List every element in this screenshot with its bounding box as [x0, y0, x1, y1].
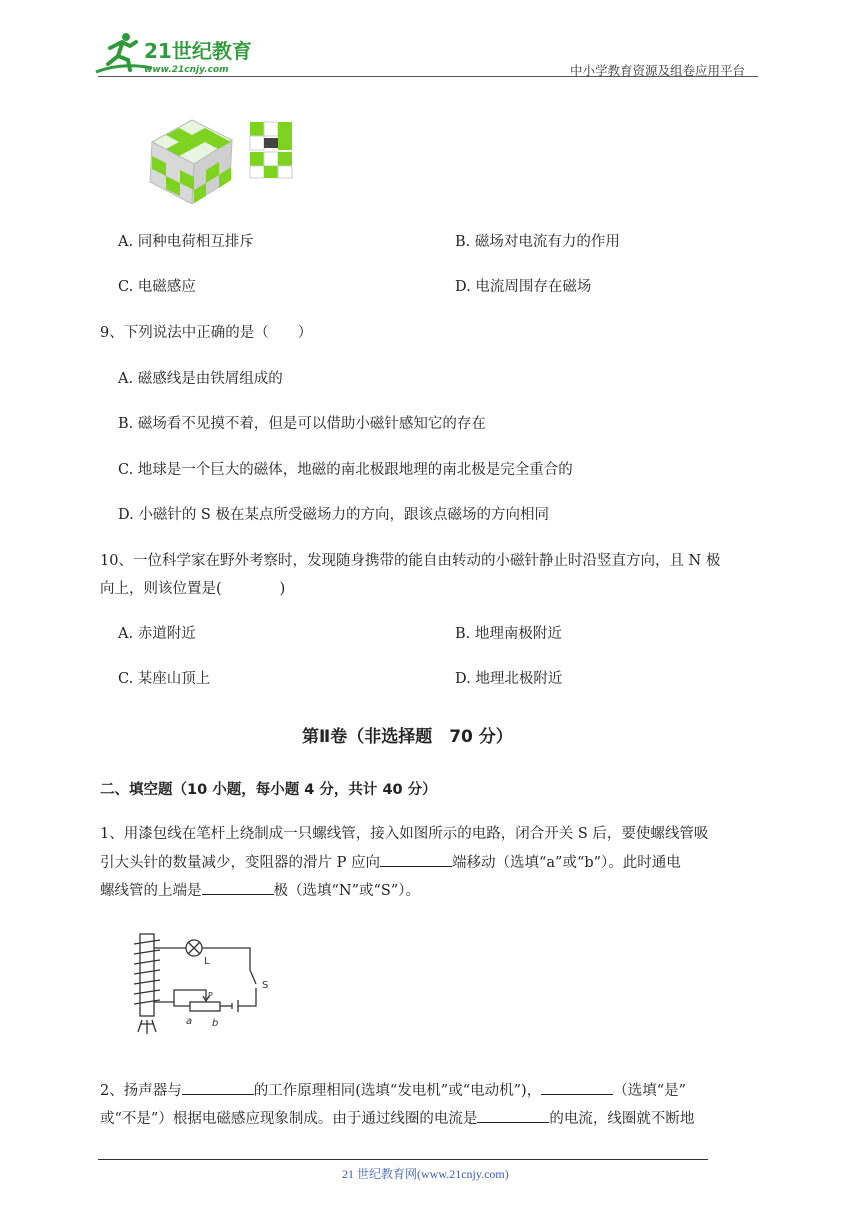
solenoid-core	[140, 934, 154, 1016]
header-platform-text: 中小学教育资源及组卷应用平台	[570, 63, 746, 78]
q8-option-b: B. 磁场对电流有力的作用	[455, 234, 620, 250]
fill1-line2-text-b: 端移动（选填“a”或“b”）。此时通电	[451, 855, 681, 871]
fill2-line2-text-b: 的电流，线圈就不断地	[549, 1111, 695, 1127]
site-logo	[92, 28, 262, 78]
switch-icon	[250, 970, 256, 984]
fill1-blank-2[interactable]	[202, 880, 274, 895]
fill2-line1-text-b: 的工作原理相同(选填“发电机”或“电动机”)，	[253, 1083, 542, 1099]
q10-option-a: A. 赤道附近	[118, 626, 196, 642]
battery-icon	[232, 1000, 238, 1012]
q8-option-d: D. 电流周围存在磁场	[455, 279, 592, 295]
q9-option-a: A. 磁感线是由铁屑组成的	[118, 371, 283, 387]
fill2-line1-text-c: （选填“是”	[613, 1083, 687, 1099]
fill2-blank-3[interactable]	[477, 1108, 549, 1123]
fill1-line2-text-a: 引大头针的数量减少，变阻器的滑片 P 应向	[100, 855, 380, 871]
q9-option-d: D. 小磁针的 S 极在某点所受磁场力的方向，跟该点磁场的方向相同	[118, 507, 549, 523]
q10-option-c: C. 某座山顶上	[118, 671, 211, 687]
fill2-line2	[100, 1108, 694, 1129]
solenoid-coil	[134, 940, 160, 1004]
fill1-line2	[100, 852, 681, 873]
logo-text: 21世纪教育	[144, 39, 252, 63]
part-title: 二、填空题（10 小题，每小题 4 分，共计 40 分）	[100, 782, 437, 798]
q9-option-b: B. 磁场看不见摸不着，但是可以借助小磁针感知它的存在	[118, 416, 486, 432]
switch-label: S	[262, 980, 269, 991]
solenoid-circuit-diagram	[128, 928, 278, 1040]
fill2-blank-2[interactable]	[541, 1080, 613, 1095]
fill1-line3-text-a: 螺线管的上端是	[100, 883, 202, 899]
rheostat-icon	[190, 1002, 220, 1011]
rheostat-b-label: b	[212, 1018, 219, 1029]
q10-option-b: B. 地理南极附近	[455, 626, 562, 642]
footer-link[interactable]: 21 世纪教育网(www.21cnjy.com)	[342, 1167, 509, 1181]
fill1-line3-text-b: 极（选填“N”或“S”）。	[273, 883, 421, 899]
q10-stem-line1: 10、一位科学家在野外考察时，发现随身携带的能自由转动的小磁针静止时沿竖直方向，且 N 极	[100, 553, 721, 569]
fill2-blank-1[interactable]	[182, 1080, 254, 1095]
q10-option-d: D. 地理北极附近	[455, 671, 563, 687]
q10-stem-line2: 向上，则该位置是( )	[100, 581, 286, 597]
fill2-line2-text-a: 或“不是”）根据电磁感应现象制成。由于通过线圈的电流是	[100, 1111, 478, 1127]
header-divider	[98, 76, 758, 77]
fill1-line3	[100, 880, 420, 901]
q8-option-c: C. 电磁感应	[118, 279, 196, 295]
slider-label: P	[208, 991, 213, 1000]
q9-stem: 9、下列说法中正确的是（ ）	[100, 325, 313, 341]
fill1-blank-1[interactable]	[380, 852, 452, 867]
magic-cube-image	[138, 108, 308, 204]
q8-option-a: A. 同种电荷相互排斥	[118, 234, 254, 250]
pins-icon	[138, 1020, 156, 1034]
fill2-line1	[100, 1080, 686, 1101]
rheostat-a-label: a	[186, 1016, 193, 1027]
section-title: 第Ⅱ卷（非选择题 70 分）	[302, 727, 513, 747]
logo-url: www.21cnjy.com	[144, 65, 229, 75]
lamp-label: L	[204, 956, 210, 967]
q9-option-c: C. 地球是一个巨大的磁体，地磁的南北极跟地理的南北极是完全重合的	[118, 462, 573, 478]
fill1-line1: 1、用漆包线在笔杆上绕制成一只螺线管，接入如图所示的电路，闭合开关 S 后，要使螺线管吸	[100, 826, 709, 842]
fill2-line1-text-a: 2、扬声器与	[100, 1083, 182, 1099]
footer-divider	[98, 1159, 708, 1160]
